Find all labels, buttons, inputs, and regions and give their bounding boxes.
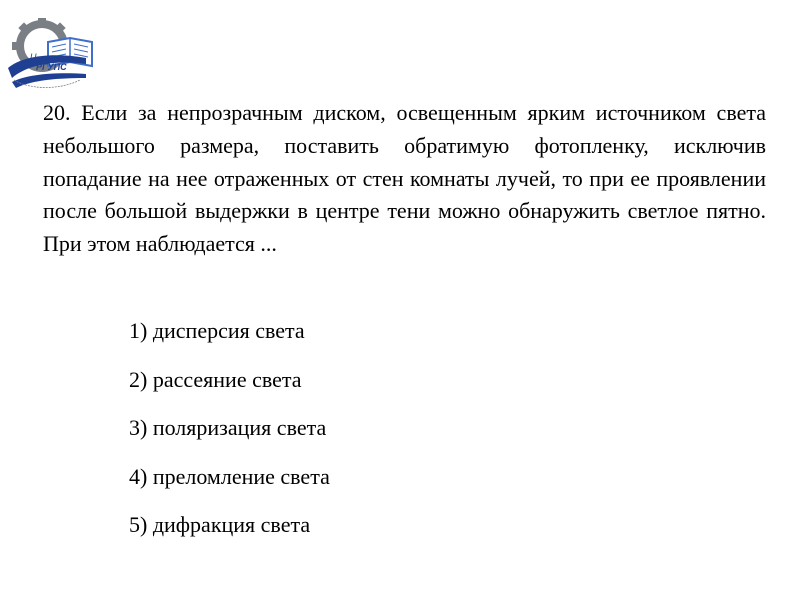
rgups-emblem-icon [2,12,94,92]
svg-text:U: U [30,52,37,62]
answer-option: 5) дифракция света [129,512,311,537]
answer-option: 3) поляризация света [129,415,327,440]
logo-text: РГУПС [36,62,67,72]
answer-option: 4) преломление света [129,463,330,489]
university-logo [2,12,94,92]
question-text: 20. Если за непрозрачным диском, освещенным ярким источником света небольшого размера, поставить обратимую фотопленку, исключив попадание на нее отраженных от стен комнаты лучей, то при ее проявлении после большой выдержки в центре тени можно обнаружить светлое пятно. При этом наблюдается ... [43,100,766,257]
answer-option: 1) дисперсия света [129,318,305,343]
answer-option: 2) рассеяние света [129,366,302,392]
answer-options [129,314,330,557]
